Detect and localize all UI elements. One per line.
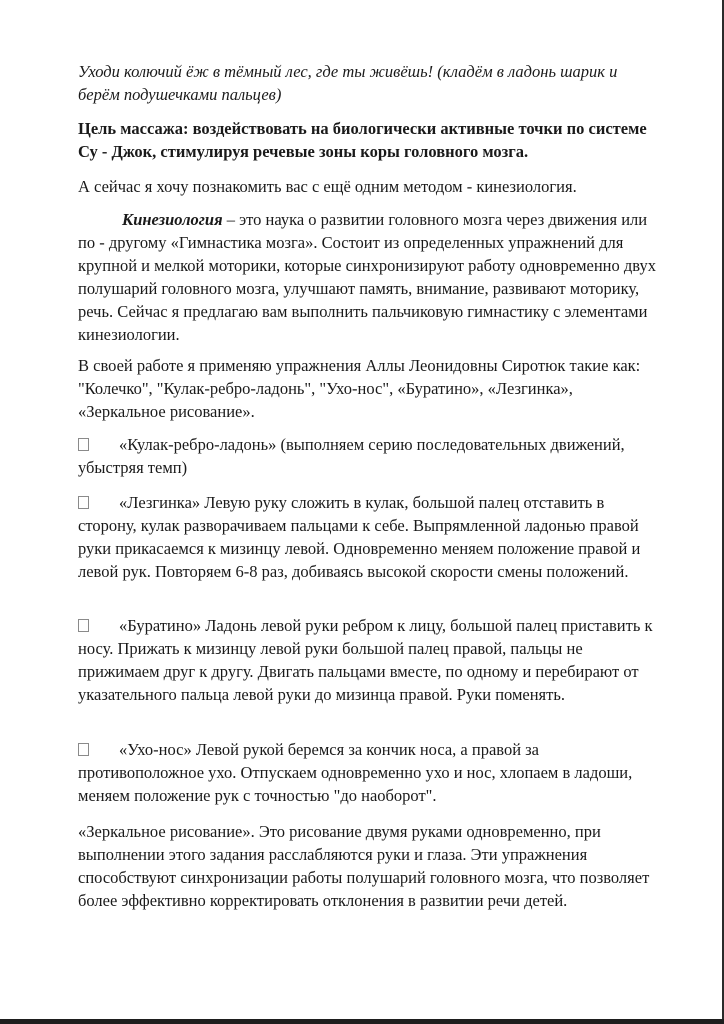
exercise-item [78, 614, 658, 706]
exercise-text: «Буратино» Ладонь левой руки ребром к лицу, большой палец приставить к носу. Прижать к мизинцу левой руки большой палец правой, пальцы не прижимаем друг к другу. Двигать пальцами вместе, по одному и перебирают от указательного пальца левой руки до мизинца правой. Руки поменять. [78, 616, 653, 704]
mirror-drawing-paragraph: «Зеркальное рисование». Это рисование двумя руками одновременно, при выполнении этого задания расслабляются руки и глаза. Эти упражнения способствуют синхронизации работы полушарий головного мозга, что позволяет более эффективно корректировать отклонения в развитии речи детей. [78, 822, 650, 910]
checkbox-bullet-icon [78, 743, 89, 756]
exercise-item [78, 738, 658, 807]
checkbox-bullet-icon [78, 496, 89, 509]
exercise-item [78, 491, 658, 583]
checkbox-bullet-icon [78, 619, 89, 632]
exercise-text: «Лезгинка» Левую руку сложить в кулак, большой палец отставить в сторону, кулак разворачиваем пальцами к себе. Выпрямленной ладонью правой руки прикасаемся к мизинцу левой. Одновременно меняем положение правой и левой рук. Повторяем 6-8 раз, добиваясь высокой скорости смены положений. [78, 493, 641, 581]
sirotyuk-exercises-paragraph: В своей работе я применяю упражнения Аллы Леонидовны Сиротюк такие как: "Колечко", "Кулак-ребро-ладонь", "Ухо-нос", «Буратино», «Лезгинка», «Зеркальное рисование». [78, 356, 641, 421]
method-intro-paragraph: А сейчас я хочу познакомить вас с ещё одним методом - кинезиология. [78, 177, 577, 196]
kinesiology-paragraph [78, 208, 658, 346]
kinesiology-term: Кинезиология [122, 210, 223, 229]
exercise-text: «Кулак-ребро-ладонь» (выполняем серию последовательных движений, убыстряя темп) [78, 435, 625, 477]
intro-italic-paragraph: Уходи колючий ёж в тёмный лес, где ты живёшь! (кладём в ладонь шарик и берём подушечками пальцев) [78, 62, 618, 104]
kinesiology-definition: – это наука о развитии головного мозга через движения или по - другому «Гимнастика мозга». Состоит из определенных упражнений для крупной и мелкой моторики, которые синхронизируют работу одновременно двух полушарий головного мозга, улучшают память, внимание, развивают моторику, речь. Сейчас я предлагаю вам выполнить пальчиковую гимнастику с элементами кинезиологии. [78, 210, 657, 344]
exercise-item [78, 433, 658, 479]
massage-goal-paragraph: Цель массажа: воздействовать на биологически активные точки по системе Су - Джок, стимулируя речевые зоны коры головного мозга. [78, 119, 647, 161]
checkbox-bullet-icon [78, 438, 89, 451]
scan-edge-bottom [0, 1019, 724, 1024]
exercise-text: «Ухо-нос» Левой рукой беремся за кончик носа, а правой за противоположное ухо. Отпускаем одновременно ухо и нос, хлопаем в ладоши, меняем положение рук с точностью "до наоборот". [78, 740, 633, 805]
